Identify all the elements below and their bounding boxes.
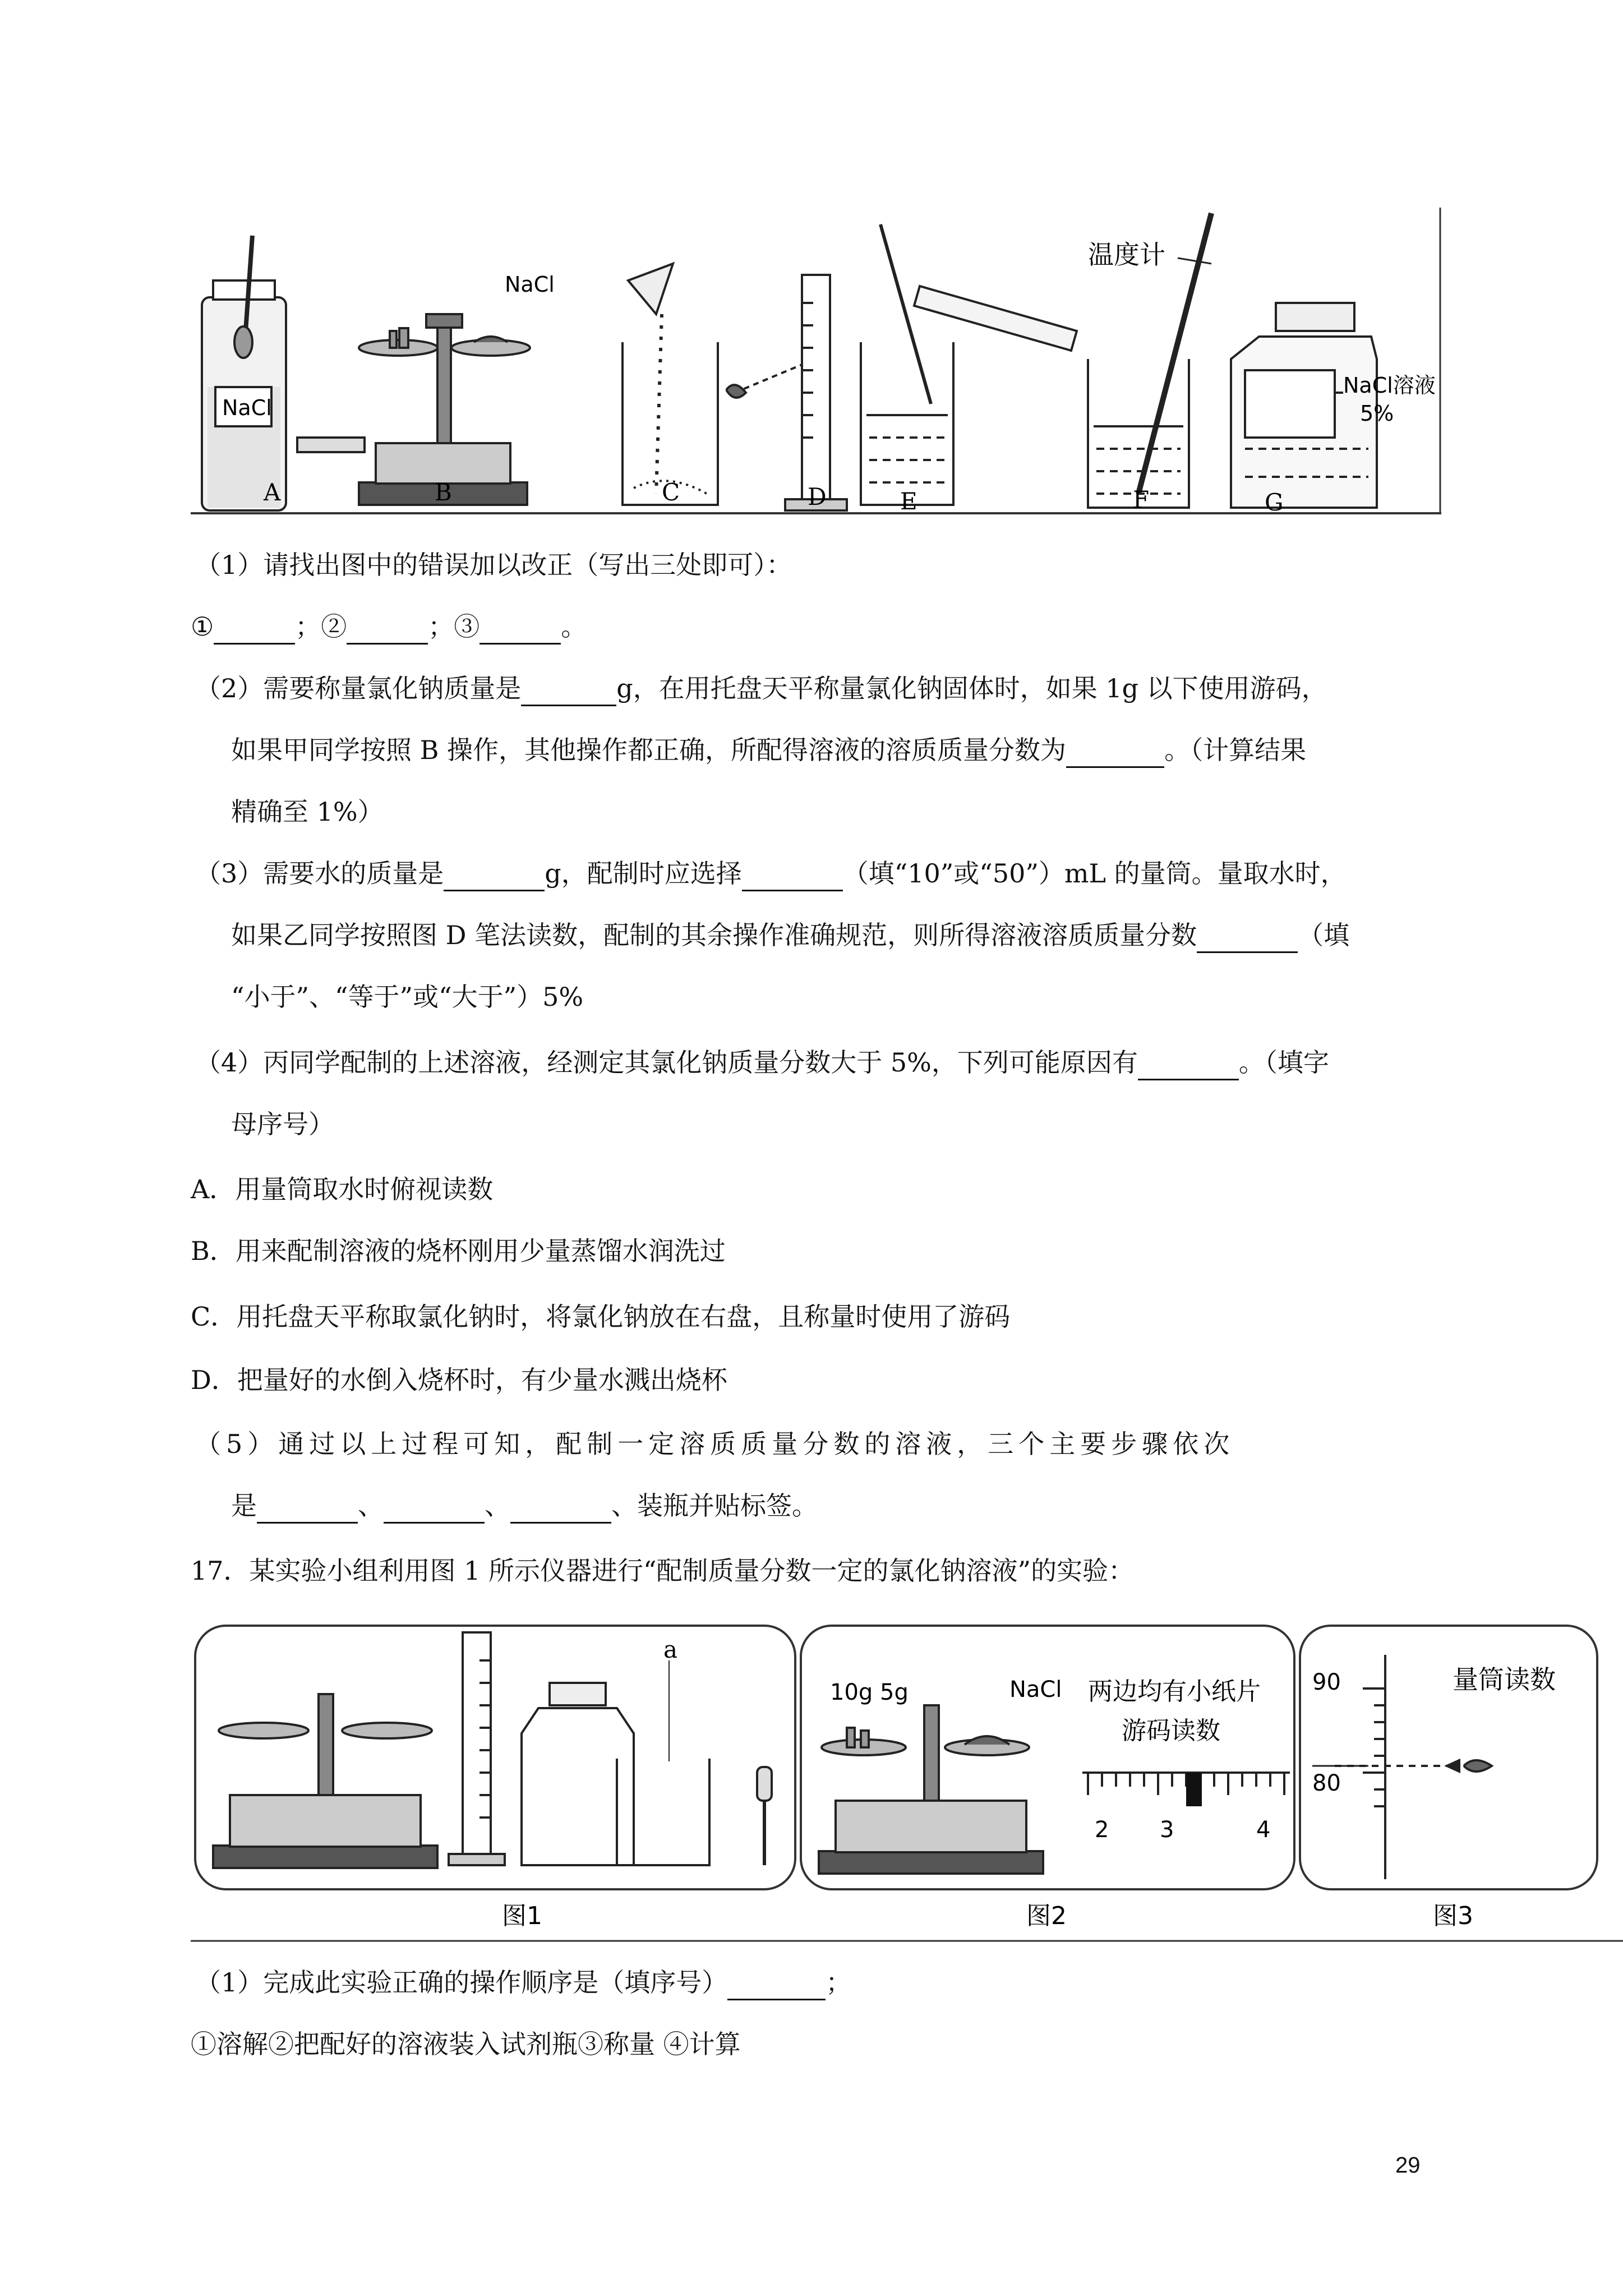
q5-blank-2[interactable] xyxy=(384,1494,485,1524)
bottle-label-1: NaCl溶液 xyxy=(1343,373,1436,398)
q4-blank[interactable] xyxy=(1138,1051,1239,1080)
q5-line1: （5）通过以上过程可知，配制一定溶质质量分数的溶液，三个主要步骤依次 xyxy=(195,1429,1235,1459)
q1-blank-1[interactable] xyxy=(214,615,295,645)
q3-line3: “小于”、“等于”或“大于”）5% xyxy=(231,982,584,1012)
thermometer-label: 温度计 xyxy=(1088,240,1165,270)
q1-blanks: ① ；② ；③ 。 xyxy=(191,609,587,645)
apparatus-figure-bottom xyxy=(191,1616,1623,1947)
q1-blank-3[interactable] xyxy=(479,615,561,645)
q4-line2: 母序号） xyxy=(231,1109,334,1139)
fig2-nacl-label: NaCl xyxy=(1009,1677,1062,1703)
q3-blank-3[interactable] xyxy=(1197,923,1298,953)
bottle-label-2: 5% xyxy=(1360,401,1394,426)
label-e: E xyxy=(900,487,917,515)
q5-blank-1[interactable] xyxy=(257,1494,358,1524)
label-c: C xyxy=(662,478,680,506)
q3-line1: （3）需要水的质量是 g，配制时应选择 （填“10”或“50”）mL 的量筒。量取水时， xyxy=(195,855,1347,891)
q1-text: （1）请找出图中的错误加以改正（写出三处即可）： xyxy=(195,550,792,580)
rider-marker xyxy=(1186,1773,1202,1806)
label-b: B xyxy=(435,478,452,506)
q2-blank-2[interactable] xyxy=(1066,738,1164,768)
fig3-caption: 图3 xyxy=(1433,1902,1473,1930)
paper-note: 两边均有小纸片 xyxy=(1088,1677,1261,1706)
option-c: C．用托盘天平称取氯化钠时，将氯化钠放在右盘，且称量时使用了游码 xyxy=(191,1301,1011,1332)
fig1-caption: 图1 xyxy=(502,1902,542,1930)
reagent-bottle-g xyxy=(1231,303,1377,508)
q2-line3: 精确至 1%） xyxy=(231,797,384,827)
q17-blank[interactable] xyxy=(727,1971,826,2000)
q2-line1: （2）需要称量氯化钠质量是 g，在用托盘天平称量氯化钠固体时，如果 1g 以下使用游码， xyxy=(195,670,1327,706)
label-g: G xyxy=(1265,489,1284,516)
scale-tick-3: 3 xyxy=(1160,1817,1174,1843)
rider-note: 游码读数 xyxy=(1122,1717,1220,1745)
beaker-c xyxy=(623,264,718,505)
option-d: D．把量好的水倒入烧杯时，有少量水溅出烧杯 xyxy=(191,1365,727,1395)
q2-blank-1[interactable] xyxy=(521,677,616,706)
balance-b xyxy=(359,314,530,505)
q3-blank-1[interactable] xyxy=(444,862,545,891)
q1-blank-2[interactable] xyxy=(347,615,428,645)
option-b: B．用来配制溶液的烧杯刚用少量蒸馏水润洗过 xyxy=(191,1236,726,1266)
scale-tick-4: 4 xyxy=(1256,1817,1271,1843)
fig2-caption: 图2 xyxy=(1026,1902,1067,1930)
option-a: A．用量筒取水时俯视读数 xyxy=(191,1174,494,1204)
reagent-jar-nacl xyxy=(202,236,365,510)
balance-nacl-label: NaCl xyxy=(505,272,555,297)
jar-label: NaCl xyxy=(222,395,272,420)
cylinder-80: 80 xyxy=(1312,1770,1341,1796)
beaker-e xyxy=(861,224,1077,505)
q4-line1: （4）丙同学配制的上述溶液，经测定其氯化钠质量分数大于 5%，下列可能原因有 。（填字 xyxy=(195,1045,1329,1080)
beaker-label-a: a xyxy=(663,1636,678,1663)
weights-label: 10g 5g xyxy=(830,1680,909,1705)
q3-blank-2[interactable] xyxy=(742,862,843,891)
label-a: A xyxy=(264,478,281,506)
apparatus-figure-top xyxy=(191,202,1447,533)
scale-tick-2: 2 xyxy=(1095,1817,1109,1843)
q3-line2: 如果乙同学按照图 D 笔法读数，配制的其余操作准确规范，则所得溶液溶质质量分数 （填 xyxy=(231,917,1349,953)
q17-stem: 17．某实验小组利用图 1 所示仪器进行“配制质量分数一定的氯化钠溶液”的实验： xyxy=(191,1556,1135,1586)
reading-note: 量筒读数 xyxy=(1453,1664,1556,1695)
label-d: D xyxy=(808,483,827,510)
q5-blank-3[interactable] xyxy=(510,1494,611,1524)
q17-1: （1）完成此实验正确的操作顺序是（填序号） ； xyxy=(195,1964,851,2000)
q5-line2: 是 、 、 、装瓶并贴标签。 xyxy=(231,1488,818,1524)
label-f: F xyxy=(1133,486,1150,513)
q17-steps: ①溶解②把配好的溶液装入试剂瓶③称量 ④计算 xyxy=(191,2029,741,2059)
cylinder-d xyxy=(726,275,847,510)
cylinder-90: 90 xyxy=(1312,1669,1341,1695)
q2-line2: 如果甲同学按照 B 操作，其他操作都正确，所配得溶液的溶质质量分数为 。（计算结果 xyxy=(231,732,1306,768)
page-number: 29 xyxy=(1395,2153,1421,2178)
